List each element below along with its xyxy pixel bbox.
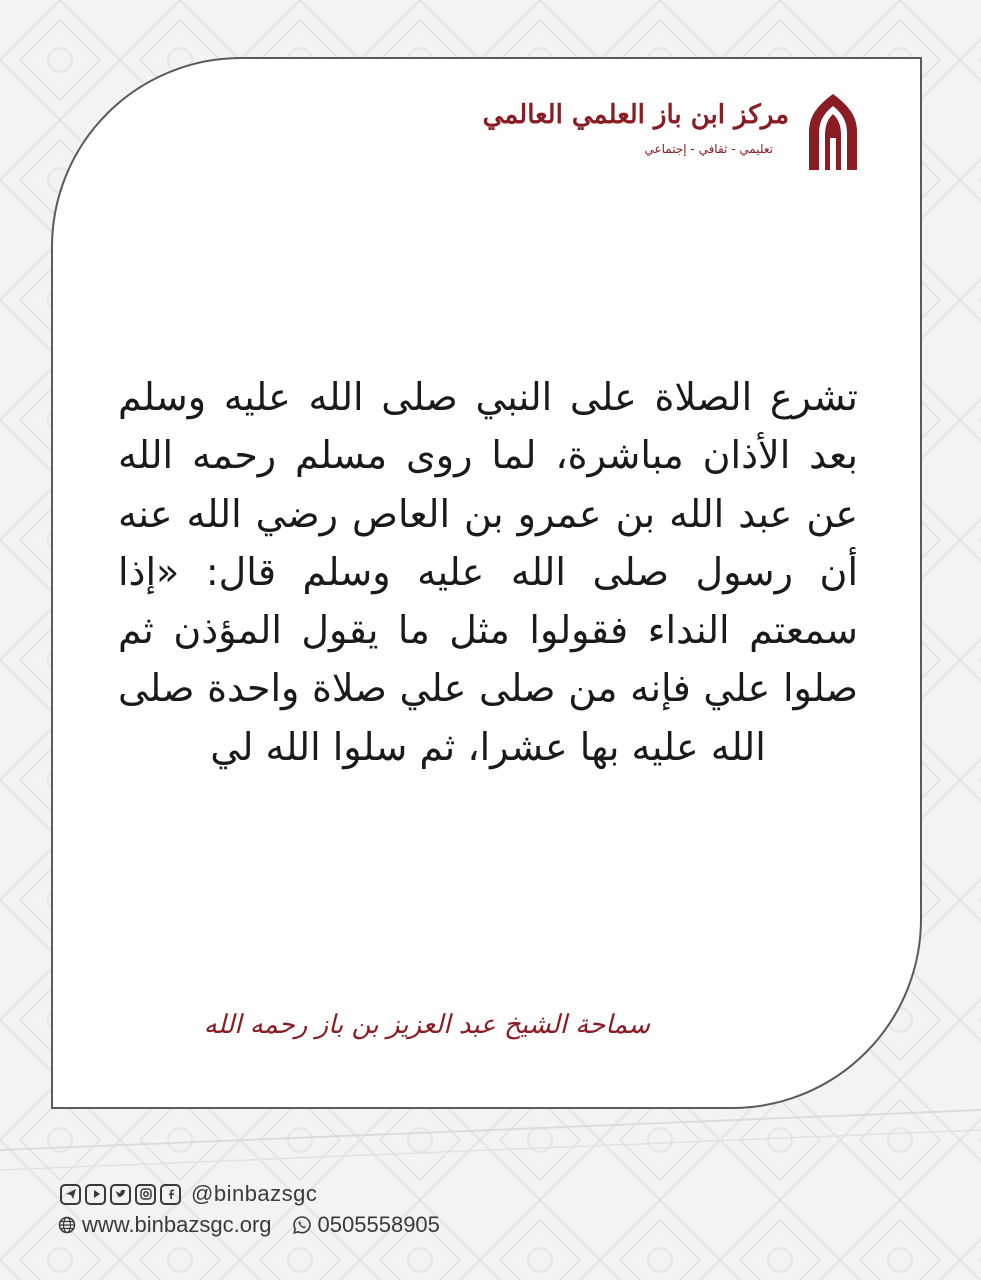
telegram-icon[interactable] (60, 1184, 81, 1205)
social-links (60, 1180, 317, 1208)
mosque-emblem-icon (803, 92, 863, 172)
whatsapp-icon (292, 1215, 312, 1235)
logo-name: مركز ابن باز العلمي العالمي (482, 100, 789, 130)
website-link[interactable]: www.binbazsgc.org (82, 1212, 272, 1237)
facebook-icon[interactable] (160, 1184, 181, 1205)
youtube-icon[interactable] (85, 1184, 106, 1205)
signature-calligraphy: سماحة الشيخ عبد العزيز بن باز رحمه الله (203, 1010, 650, 1040)
contact-info (58, 1210, 440, 1240)
center-logo (482, 92, 863, 172)
logo-tagline: تعليمي - ثقافي - إجتماعي (644, 142, 773, 156)
social-handle[interactable]: @binbazsgc (191, 1181, 318, 1206)
instagram-icon[interactable] (135, 1184, 156, 1205)
globe-icon (58, 1216, 76, 1234)
twitter-icon[interactable] (110, 1184, 131, 1205)
fatwa-text: تشرع الصلاة على النبي صلى الله عليه وسلم بعد الأذان مباشرة، لما روى مسلم رحمه الله عن عبد الله بن عمرو بن العاص رضي الله عنه أن رسول صلى الله عليه وسلم قال: «إذا سمعتم النداء فقولوا مثل ما يقول المؤذن ثم صلوا علي فإنه من صلى علي صلاة واحدة صلى الله عليه بها عشرا، ثم سلوا الله لي (118, 375, 858, 769)
phone-number[interactable]: 0505558905 (317, 1212, 440, 1237)
